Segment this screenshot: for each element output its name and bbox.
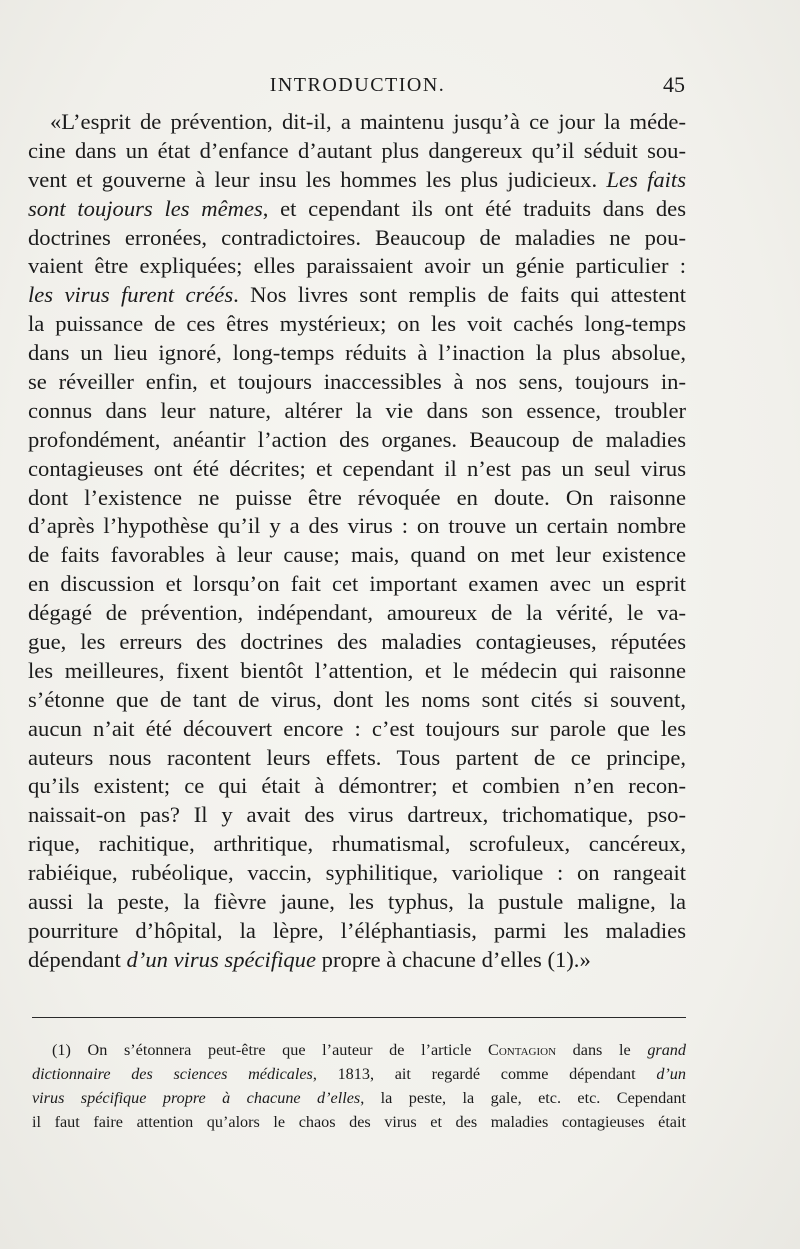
text-line: «L’esprit de prévention, dit-il, a maintenu jusqu’à ce jour la méde- — [50, 109, 686, 134]
text-line: vent et gouverne à leur insu les hommes les plus judicieux. Les faits — [28, 166, 686, 192]
text-line: doctrines erronées, contradictoires. Beaucoup de maladies ne pou- — [28, 224, 686, 250]
text-line: gue, les erreurs des doctrines des maladies contagieuses, réputées — [28, 629, 686, 655]
text-line: les meilleures, fixent bientôt l’attention, et le médecin qui raisonne — [28, 657, 686, 683]
text-line: vaient être expliquées; elles paraissaient avoir un génie particulier : — [28, 253, 686, 279]
footnote-line: il faut faire attention qu’alors le chaos des virus et des maladies contagieuses était — [32, 1113, 686, 1131]
text-line: connus dans leur nature, altérer la vie dans son essence, troubler — [28, 397, 686, 423]
text-line: pourriture d’hôpital, la lèpre, l’éléphantiasis, parmi les maladies — [28, 917, 686, 943]
text-line: contagieuses ont été décrites; et cependant il n’est pas un seul virus — [28, 455, 686, 481]
body-text — [28, 108, 686, 975]
footnote — [32, 1038, 686, 1134]
text-line: de faits favorables à leur cause; mais, quand on met leur existence — [28, 542, 686, 568]
footnote-line: (1) On s’étonnera peut-être que l’auteur de l’article Contagion dans le grand — [52, 1041, 686, 1059]
text-line: aucun n’ait été découvert encore : c’est toujours sur parole que les — [28, 715, 686, 741]
footnote-divider — [32, 1017, 686, 1018]
text-line: rabiéique, rubéolique, vaccin, syphilitique, variolique : on rangeait — [28, 860, 686, 886]
text-line: en discussion et lorsqu’on fait cet important examen avec un esprit — [28, 571, 686, 597]
text-line: se réveiller enfin, et toujours inaccessibles à nos sens, toujours in- — [28, 369, 686, 395]
text-line: qu’ils existent; ce qui était à démontrer; et combien n’en recon- — [28, 773, 686, 799]
text-line: la puissance de ces êtres mystérieux; on les voit cachés long-temps — [28, 311, 686, 337]
text-line: aussi la peste, la fièvre jaune, les typhus, la pustule maligne, la — [28, 889, 686, 915]
footnote-line: virus spécifique propre à chacune d’elles, la peste, la gale, etc. etc. Cependant — [32, 1089, 686, 1107]
running-head: INTRODUCTION. — [269, 74, 446, 96]
text-line: rique, rachitique, arthritique, rhumatismal, scrofuleux, cancéreux, — [28, 831, 686, 857]
text-line: naissait-on pas? Il y avait des virus dartreux, trichomatique, pso- — [28, 802, 686, 828]
text-line: auteurs nous racontent leurs effets. Tous partent de ce principe, — [28, 744, 686, 770]
text-line: sont toujours les mêmes, et cependant ils ont été traduits dans des — [28, 195, 686, 221]
footnote-line: dictionnaire des sciences médicales, 1813, ait regardé comme dépendant d’un — [32, 1065, 686, 1083]
text-line: les virus furent créés. Nos livres sont remplis de faits qui attestent — [28, 282, 686, 308]
page-number: 45 — [663, 72, 685, 97]
text-line: dans un lieu ignoré, long-temps réduits à l’inaction la plus absolue, — [28, 340, 686, 366]
text-line: d’après l’hypothèse qu’il y a des virus : on trouve un certain nombre — [28, 513, 686, 539]
text-line: profondément, anéantir l’action des organes. Beaucoup de maladies — [28, 426, 686, 452]
page-header — [30, 74, 685, 104]
text-line: cine dans un état d’enfance d’autant plus dangereux qu’il séduit sou- — [28, 137, 686, 163]
text-line: dégagé de prévention, indépendant, amoureux de la vérité, le va- — [28, 600, 686, 626]
text-line: dont l’existence ne puisse être révoquée en doute. On raisonne — [28, 484, 686, 510]
text-line: dépendant d’un virus spécifique propre à chacune d’elles (1).» — [28, 946, 591, 972]
text-line: s’étonne que de tant de virus, dont les noms sont cités si souvent, — [28, 686, 686, 712]
